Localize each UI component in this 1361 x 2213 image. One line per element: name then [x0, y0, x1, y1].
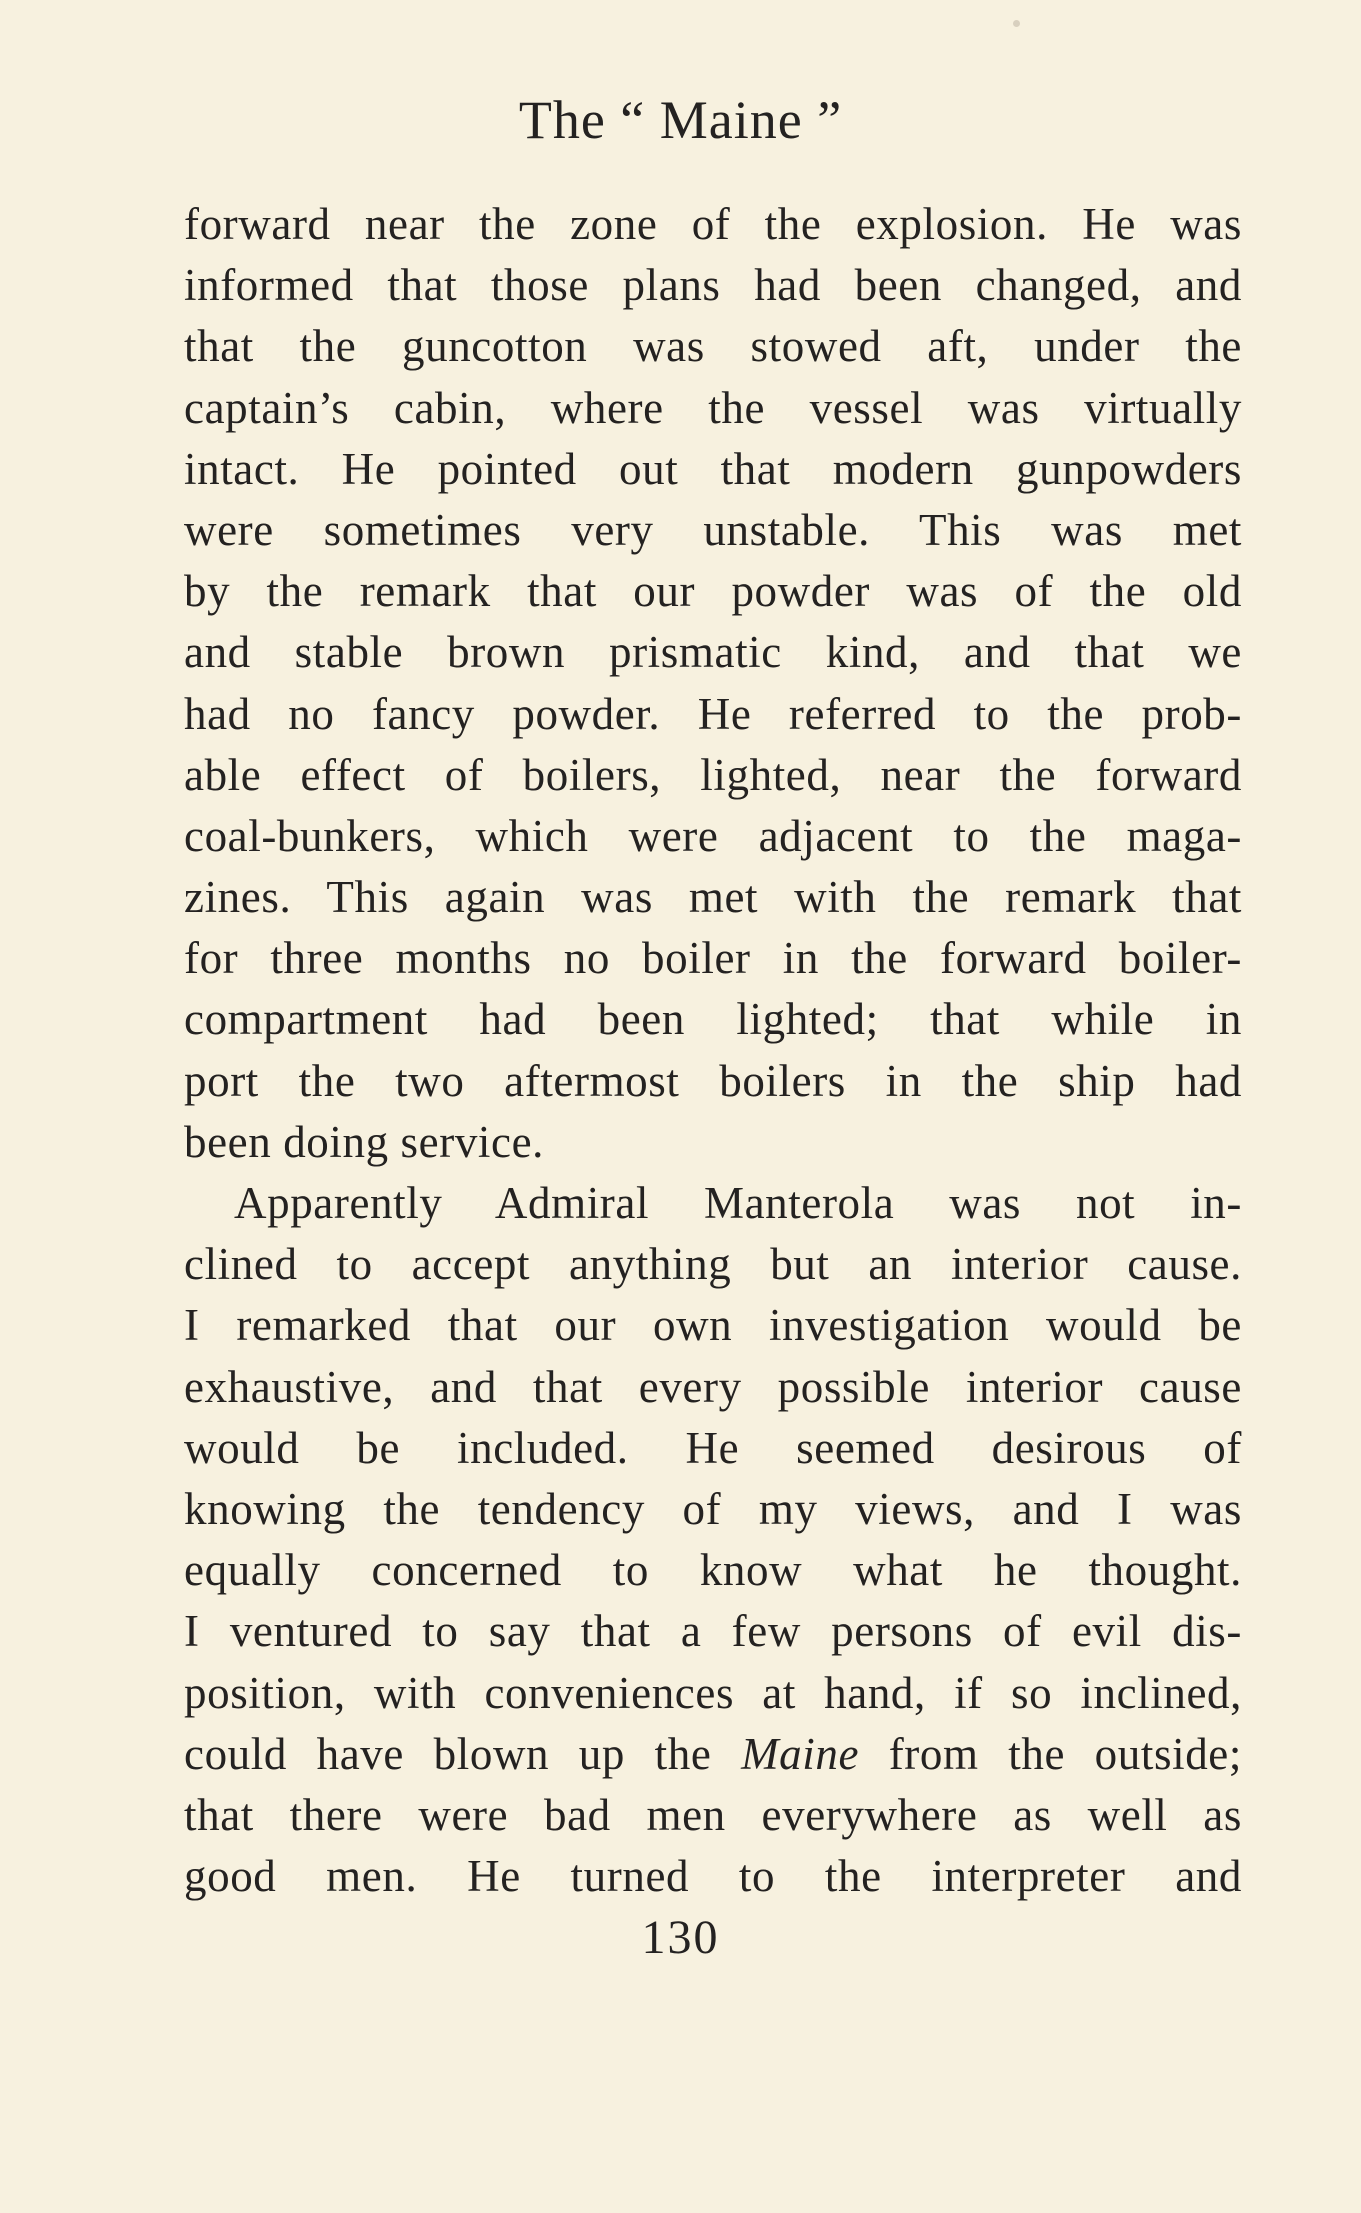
- text-line: knowing the tendency of my views, and I was: [184, 1483, 1242, 1534]
- text-after-ship-name: from the outside;: [859, 1728, 1242, 1779]
- text-line: intact. He pointed out that modern gunpowders: [184, 443, 1242, 494]
- text-line: zines. This again was met with the remark that: [184, 872, 1242, 923]
- text-line: had no fancy powder. He referred to the prob-: [184, 688, 1242, 739]
- text-line: would be included. He seemed desirous of: [184, 1422, 1242, 1473]
- text-line: Apparently Admiral Manterola was not in-: [234, 1178, 1242, 1228]
- text-line: I ventured to say that a few persons of evil dis-: [184, 1606, 1242, 1657]
- text-line: forward near the zone of the explosion. He was: [184, 199, 1242, 249]
- paper-speck: [1013, 20, 1020, 27]
- text-line: informed that those plans had been changed, and: [184, 260, 1242, 311]
- text-line: for three months no boiler in the forward boiler-: [184, 933, 1242, 984]
- text-line: port the two aftermost boilers in the ship had: [184, 1055, 1242, 1106]
- text-before-ship-name: could have blown up the: [184, 1728, 742, 1779]
- text-line: captain’s cabin, where the vessel was virtually: [184, 382, 1242, 433]
- text-line: and stable brown prismatic kind, and that we: [184, 627, 1242, 678]
- running-head: The “ Maine ”: [518, 90, 843, 150]
- text-line: clined to accept anything but an interior cause.: [184, 1239, 1242, 1290]
- ship-name-italic: Maine: [741, 1728, 860, 1779]
- page-number: 130: [641, 1911, 720, 1964]
- text-line: I remarked that our own investigation would be: [184, 1300, 1242, 1351]
- text-line: been doing service.: [184, 1116, 545, 1167]
- text-line: able effect of boilers, lighted, near the forward: [184, 749, 1242, 800]
- text-line: exhaustive, and that every possible interior cause: [184, 1361, 1242, 1412]
- text-line: compartment had been lighted; that while in: [184, 994, 1242, 1045]
- text-line: coal-bunkers, which were adjacent to the maga-: [184, 810, 1242, 861]
- text-line: equally concerned to know what he thought.: [184, 1545, 1242, 1596]
- body-text: [184, 194, 1242, 1907]
- text-line: good men. He turned to the interpreter and: [184, 1851, 1242, 1902]
- text-line: were sometimes very unstable. This was met: [184, 504, 1242, 555]
- maine-text-line: [184, 1724, 1242, 1785]
- text-line: position, with conveniences at hand, if so inclined,: [184, 1667, 1242, 1718]
- text-line: by the remark that our powder was of the old: [184, 566, 1242, 617]
- text-line: that the guncotton was stowed aft, under the: [184, 321, 1242, 372]
- text-line: that there were bad men everywhere as well as: [184, 1789, 1242, 1840]
